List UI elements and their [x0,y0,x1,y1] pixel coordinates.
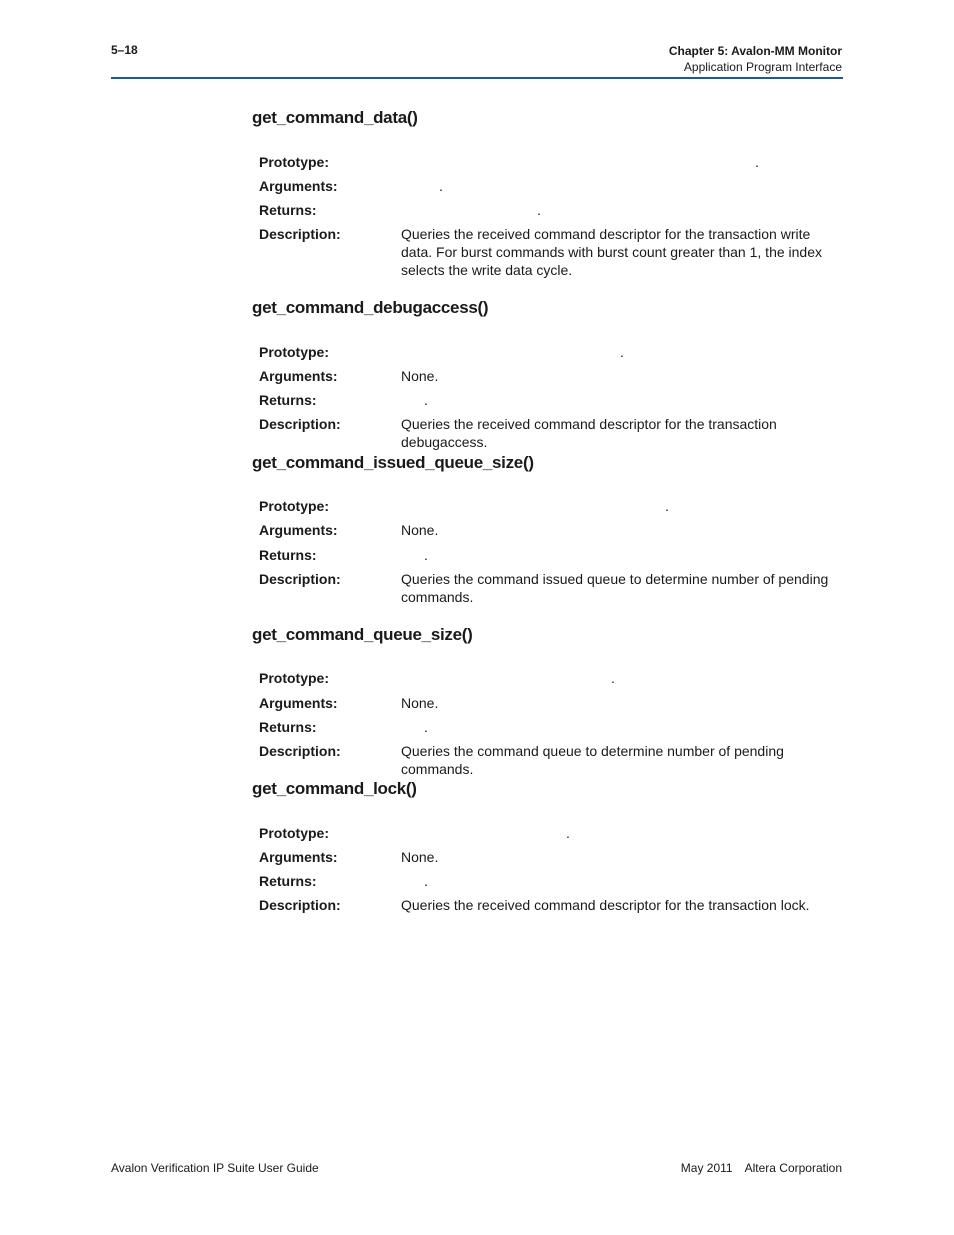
prototype-value [401,824,844,842]
prototype-value [401,497,844,515]
returns-label: Returns: [259,547,317,563]
description-value: Queries the received command descriptor for the transaction write data. For burst commands with burst count greater than 1, the index selects the write data cycle. [401,226,822,278]
section-title: Application Program Interface [683,60,842,74]
prototype-value [401,343,844,361]
description-row [252,570,844,606]
returns-dot: . [424,873,428,889]
returns-row [252,546,844,564]
description-value: Queries the command queue to determine number of pending commands. [401,743,784,777]
returns-value [401,201,844,219]
footer-company: Altera Corporation [744,1161,842,1175]
page-number: 5–18 [111,43,138,57]
returns-value [401,391,844,409]
description-row [252,415,844,451]
arguments-row [252,367,844,385]
section-heading: get_command_queue_size() [252,625,473,644]
description-label: Description: [259,416,341,432]
description-row [252,742,844,778]
arguments-label: Arguments: [259,522,338,538]
prototype-value [401,669,844,687]
prototype-row [252,153,844,171]
arguments-value: None. [401,695,439,711]
arguments-value: None. [401,849,439,865]
arguments-row [252,848,844,866]
returns-label: Returns: [259,392,317,408]
description-row [252,896,844,914]
returns-label: Returns: [259,202,317,218]
prototype-row [252,343,844,361]
returns-row [252,872,844,890]
arguments-label: Arguments: [259,695,338,711]
api-section-get-command-debugaccess [252,296,844,451]
arguments-row [252,177,844,195]
section-heading: get_command_lock() [252,779,417,798]
returns-row [252,201,844,219]
prototype-label: Prototype: [259,154,329,170]
api-section-get-command-lock [252,777,844,914]
returns-label: Returns: [259,719,317,735]
prototype-dot: . [755,154,759,170]
prototype-dot: . [566,825,570,841]
returns-row [252,718,844,736]
returns-dot: . [424,547,428,563]
returns-dot: . [424,392,428,408]
prototype-label: Prototype: [259,498,329,514]
footer-date: May 2011 [680,1161,733,1175]
prototype-dot: . [665,498,669,514]
arguments-label: Arguments: [259,849,338,865]
arguments-dot: . [439,178,443,194]
returns-row [252,391,844,409]
description-value: Queries the received command descriptor for the transaction debugaccess. [401,416,777,450]
arguments-row [252,521,844,539]
arguments-label: Arguments: [259,178,338,194]
running-header [669,43,842,75]
footer-guide-title: Avalon Verification IP Suite User Guide [111,1161,319,1175]
prototype-dot: . [611,670,615,686]
prototype-label: Prototype: [259,670,329,686]
prototype-row [252,824,844,842]
prototype-value [401,153,844,171]
description-value: Queries the command issued queue to determine number of pending commands. [401,571,829,605]
api-section-get-command-queue-size [252,623,844,778]
description-label: Description: [259,743,341,759]
api-section-get-command-data [252,106,844,279]
returns-label: Returns: [259,873,317,889]
description-value: Queries the received command descriptor for the transaction lock. [401,897,810,913]
description-label: Description: [259,226,341,242]
chapter-title: Chapter 5: Avalon-MM Monitor [668,44,842,58]
prototype-row [252,669,844,687]
description-label: Description: [259,897,341,913]
section-heading: get_command_data() [252,108,418,127]
section-heading: get_command_issued_queue_size() [252,453,534,472]
api-section-get-command-issued-queue-size [252,451,844,606]
arguments-row [252,694,844,712]
returns-value [401,872,844,890]
returns-value [401,718,844,736]
header-rule [111,77,843,79]
prototype-row [252,497,844,515]
description-row [252,225,844,279]
prototype-label: Prototype: [259,825,329,841]
description-label: Description: [259,571,341,587]
arguments-value [401,177,844,195]
section-heading: get_command_debugaccess() [252,298,489,317]
returns-dot: . [424,719,428,735]
arguments-label: Arguments: [259,368,338,384]
returns-value [401,546,844,564]
returns-dot: . [537,202,541,218]
footer-right [681,1161,842,1175]
prototype-label: Prototype: [259,344,329,360]
arguments-value: None. [401,368,439,384]
prototype-dot: . [620,344,624,360]
arguments-value: None. [401,522,439,538]
